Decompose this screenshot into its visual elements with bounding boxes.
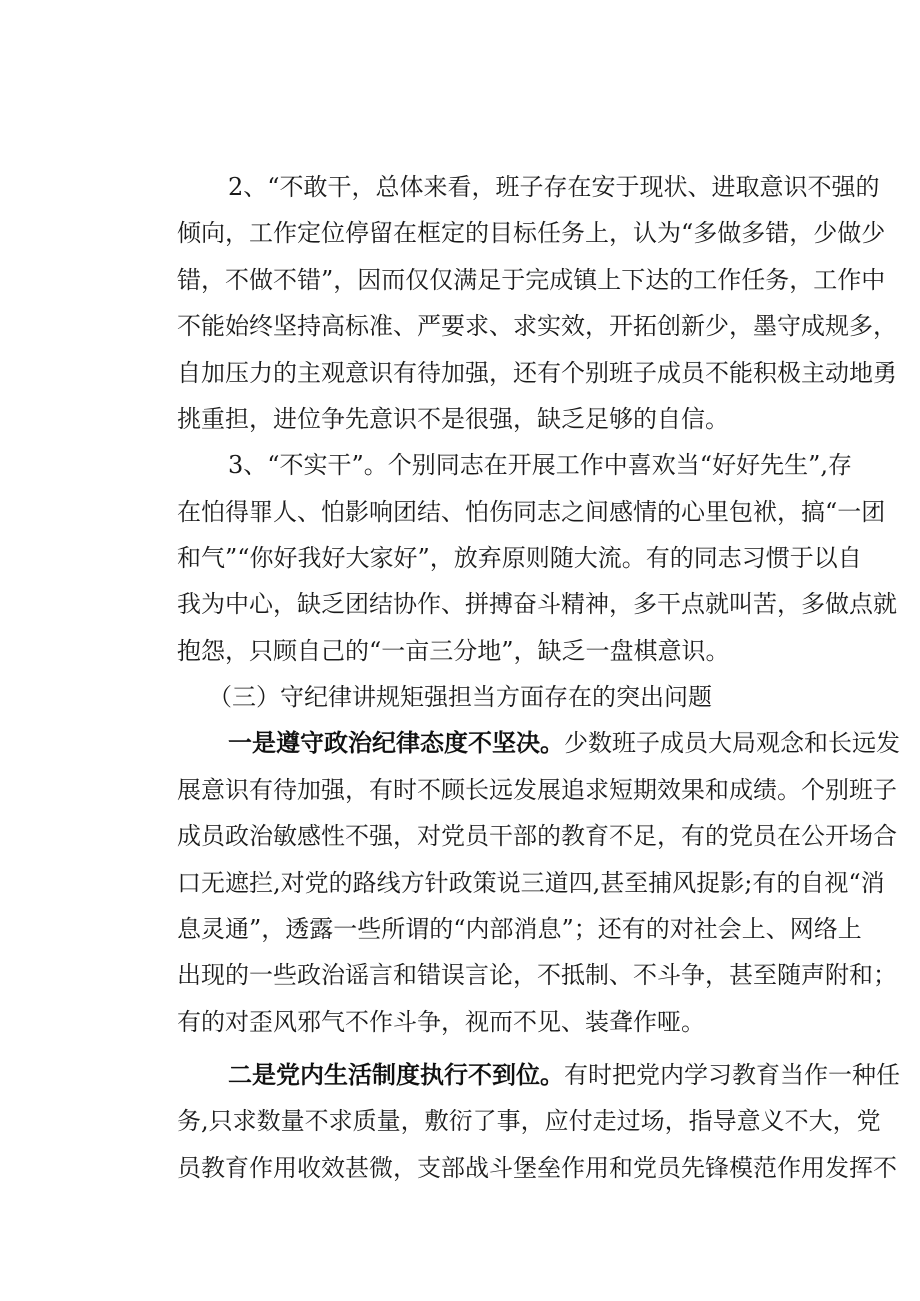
- paragraph-a-lead-rest: 少数班子成员大局观念和长远: [564, 729, 876, 757]
- paragraph-a-line-7: 有的对歪风邪气不作斗争，视而不见、装聋作哑。: [177, 1008, 705, 1036]
- paragraph-2-line-2: 倾向，工作定位停留在框定的目标任务上，认为“多做多错，少做少: [177, 219, 886, 247]
- paragraph-a-line-1: [228, 723, 900, 763]
- paragraph-a-line-5: 息灵通”，透露一些所谓的“内部消息”；还有的对社会上、网络上: [177, 915, 862, 943]
- paragraph-3-line-2: 在怕得罪人、怕影响团结、怕伤同志之间感情的心里包袱，搞“一团: [177, 498, 886, 526]
- paragraph-a-line-6: 出现的一些政治谣言和错误言论，不抵制、不斗争，甚至随声附和；: [177, 961, 897, 989]
- paragraph-2-line-4: 不能始终坚持高标准、严要求、求实效，开拓创新少，墨守成规多，: [177, 312, 897, 340]
- paragraph-2-line-3: 错，不做不错”，因而仅仅满足于完成镇上下达的工作任务，工作中: [177, 266, 886, 294]
- paragraph-a-line-3: 成员政治敏感性不强，对党员干部的教育不足，有的党员在公开场合: [177, 822, 897, 850]
- paragraph-3-line-4: 我为中心，缺乏团结协作、拼搏奋斗精神，多干点就叫苦，多做点就: [177, 590, 897, 618]
- paragraph-3-line-3: 和气”“你好我好大家好”，放弃原则随大流。有的同志习惯于以自: [177, 544, 862, 572]
- paragraph-a-lead: 一是遵守政治纪律态度不坚决。: [228, 728, 564, 757]
- paragraph-3-line-1: 3、“不实干”。个别同志在开展工作中喜欢当“好好先生”,存: [228, 451, 852, 479]
- paragraph-2-line-6: 挑重担，进位争先意识不是很强，缺乏足够的自信。: [177, 405, 729, 433]
- paragraph-b-line-2: 务,只求数量不求质量，敷衍了事，应付走过场，指导意义不大，党: [177, 1107, 881, 1135]
- section-heading: （三）守纪律讲规矩强担当方面存在的突出问题: [208, 683, 712, 711]
- paragraph-a-line-4: 口无遮拦,对党的路线方针政策说三道四,甚至捕风捉影;有的自视“消: [177, 869, 885, 897]
- paragraph-2-line-1: 2、“不敢干，总体来看，班子存在安于现状、进取意识不强的: [228, 173, 880, 201]
- paragraph-b-lead-rest: 有时把党内学习教育当作一种任: [564, 1061, 900, 1089]
- paragraph-b-line-1: [228, 1055, 900, 1095]
- paragraph-b-lead: 二是党内生活制度执行不到位。: [228, 1060, 564, 1089]
- paragraph-3-line-5: 抱怨，只顾自己的“一亩三分地”，缺乏一盘棋意识。: [177, 637, 730, 665]
- paragraph-b-line-3: 员教育作用收效甚微，支部战斗堡垒作用和党员先锋模范作用发挥不: [177, 1154, 897, 1182]
- paragraph-2-line-5: 自加压力的主观意识有待加强，还有个别班子成员不能积极主动地勇: [177, 359, 897, 387]
- paragraph-a-line-2: 展意识有待加强，有时不顾长远发展追求短期效果和成绩。个别班子: [177, 776, 897, 804]
- paragraph-a-line-1-end: 发: [876, 729, 900, 757]
